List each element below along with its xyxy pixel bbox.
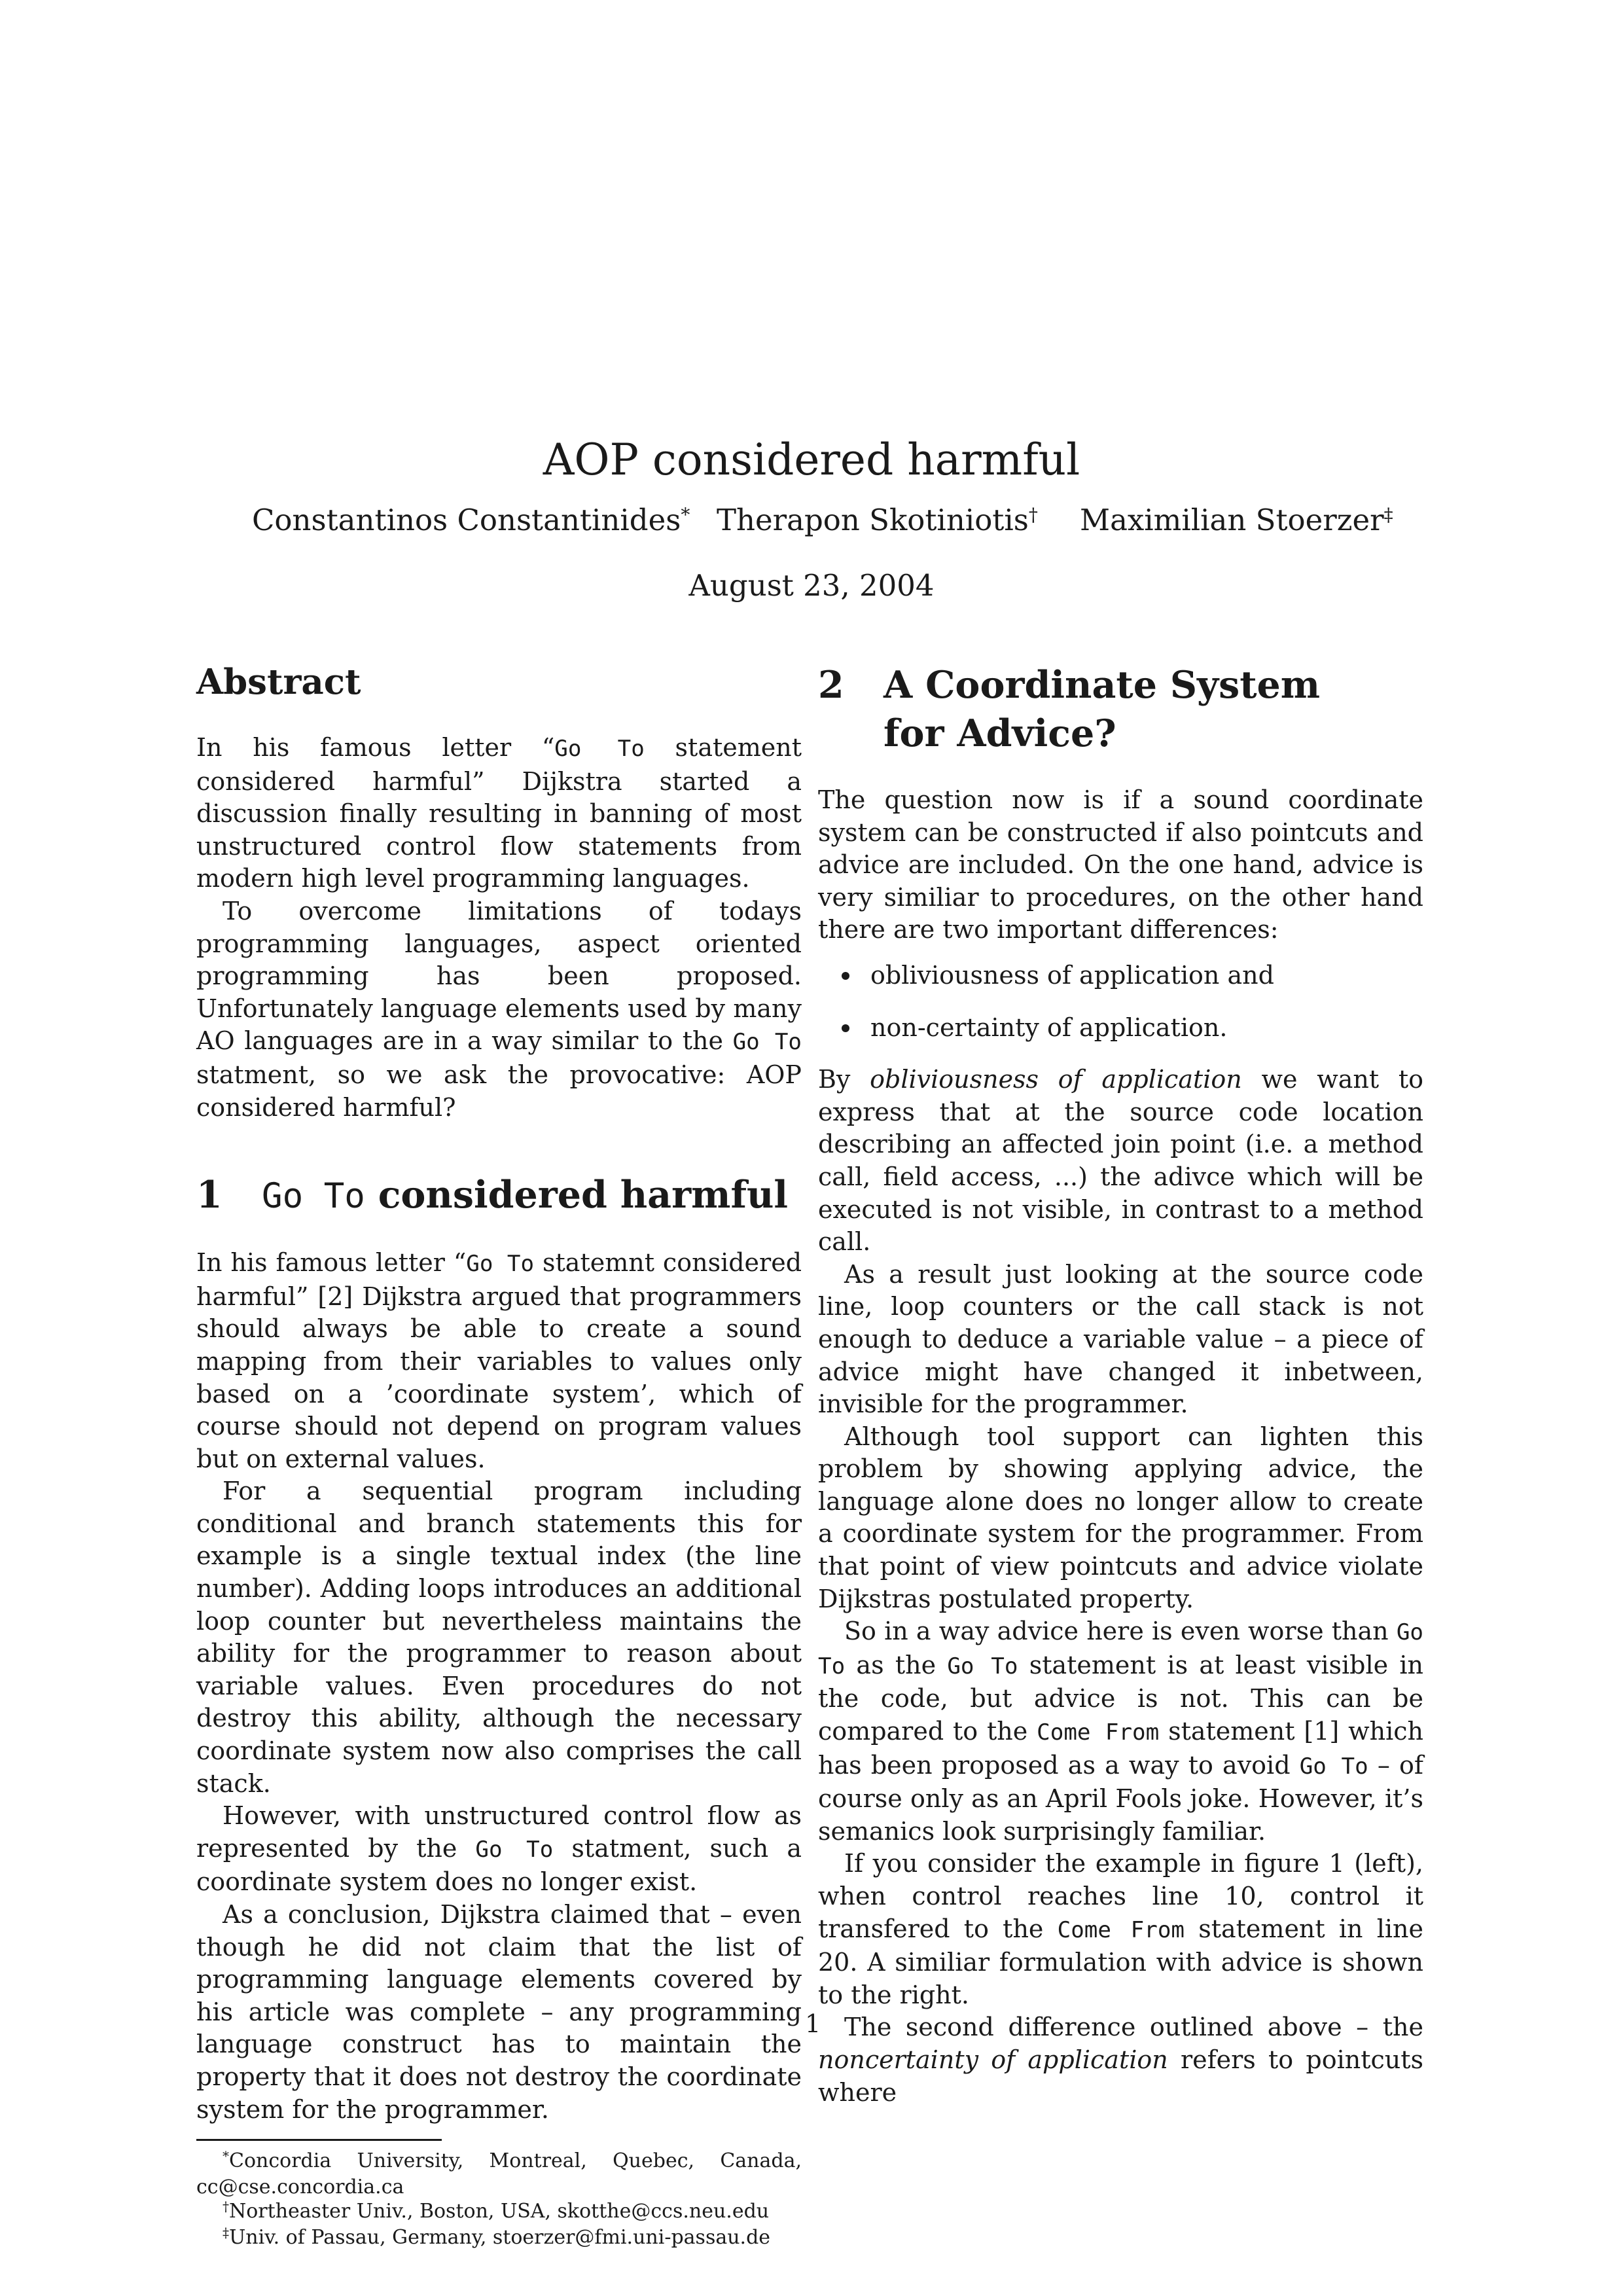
footnote: ‡Univ. of Passau, Germany, stoerzer@fmi.uni-passau.de: [223, 2225, 771, 2250]
section-2-paragraph: So in a way advice here is even worse than Go To as the Go To statement is at least visible in the code, but advice is not. This can be compared to the Come From statement [1] which has been proposed as a way to avoid Go To – of course only as an April Fools joke. However, it’s semanics look surprisingly familiar.: [818, 1617, 1423, 1846]
list-item: obliviousness of application and: [818, 960, 1423, 992]
footnote-rule: [196, 2139, 442, 2141]
author-name: Therapon Skotiniotis: [717, 503, 1029, 537]
section-2-paragraph: By obliviousness of application we want to express that at the source code location describing an affected join point (i.e. a method call, field access, ...) the adivce which will be executed is not visible, in contrast to a method call.: [818, 1065, 1423, 1257]
author-name: Maximilian Stoerzer: [1080, 503, 1384, 537]
bullet-icon: [842, 1024, 849, 1032]
paper-date: August 23, 2004: [688, 568, 935, 603]
bullet-icon: [842, 972, 849, 980]
author-1: [252, 503, 690, 537]
abstract-heading: Abstract: [196, 662, 361, 702]
author-mark: *: [681, 504, 690, 526]
left-column: [196, 661, 802, 2251]
section-1-heading: 1 Go To considered harmful: [196, 1173, 789, 1217]
footnotes: [196, 2139, 802, 2251]
difference-list: [818, 960, 1423, 1044]
author-name: Constantinos Constantinides: [252, 503, 681, 537]
author-3: [1080, 503, 1393, 537]
section-1-paragraph: However, with unstructured control flow as represented by the Go To statment, such a coordinate system does no longer exist.: [196, 1801, 802, 1897]
list-item: non-certainty of application.: [818, 1012, 1423, 1045]
right-column: [818, 661, 1423, 2109]
abstract-paragraph: In his famous letter “Go To statement considered harmful” Dijkstra started a discussion finally resulting in banning of most unstructured control flow statements from modern high level programming languages.: [196, 733, 802, 893]
section-2-paragraph: Although tool support can lighten this problem by showing applying advice, the language alone does no longer allow to create a coordinate system for the programmer. From that point of view pointcuts and advice violate Dijkstras postulated property.: [818, 1422, 1423, 1613]
section-1-paragraph: In his famous letter “Go To statemnt considered harmful” [2] Dijkstra argued that programmers should always be able to create a sound mapping from their variables to values only based on a ’coordinate system’, which of course should not depend on program values but on external values.: [196, 1248, 802, 1473]
footnote: †Northeaster Univ., Boston, USA, skotthe@ccs.neu.edu: [223, 2198, 770, 2223]
section-2-paragraph: As a result just looking at the source code line, loop counters or the call stack is not enough to deduce a variable value – a piece of advice might have changed it inbetween, invisible for the programmer.: [818, 1259, 1423, 1419]
paper-title: AOP considered harmful: [543, 435, 1080, 486]
author-mark: ‡: [1383, 504, 1393, 526]
section-2-paragraph: The question now is if a sound coordinate system can be constructed if also pointcuts and advice are included. On the one hand, advice is very similiar to procedures, on the other hand there are two important differences:: [818, 785, 1423, 944]
author-mark: †: [1028, 504, 1038, 526]
section-2-paragraph: The second difference outlined above – the noncertainty of application refers to pointcuts where: [818, 2013, 1423, 2107]
section-1-paragraph: For a sequential program including conditional and branch statements this for example is a single textual index (the line number). Adding loops introduces an additional loop counter but nevertheless maintains the ability for the programmer to reason about variable values. Even procedures do not destroy this ability, although the necessary coordinate system now also comprises the call stack.: [196, 1477, 802, 1798]
section-2-heading: 2 A Coordinate System for Advice?: [818, 663, 1321, 755]
page-number: 1: [805, 2009, 821, 2038]
section-2-paragraph: If you consider the example in figure 1 (left), when control reaches line 10, control it transfered to the Come From statement in line 20. A similiar formulation with advice is shown to the right.: [818, 1849, 1424, 2009]
abstract-paragraph: To overcome limitations of todays programming languages, aspect oriented programming has been proposed. Unfortunately language elements used by many AO languages are in a way similar to the Go To statment, so we ask the provocative: AOP considered harmful?: [196, 896, 802, 1122]
footnote: *Concordia University, Montreal, Quebec, Canada, cc@cse.concordia.ca: [196, 2148, 802, 2199]
author-2: [717, 503, 1038, 537]
section-1-paragraph: As a conclusion, Dijkstra claimed that – even though he did not claim that the list of programming language elements covered by his article was complete – any programming language construct has to maintain the property that it does not destroy the coordinate system for the programmer.: [196, 1900, 802, 2124]
